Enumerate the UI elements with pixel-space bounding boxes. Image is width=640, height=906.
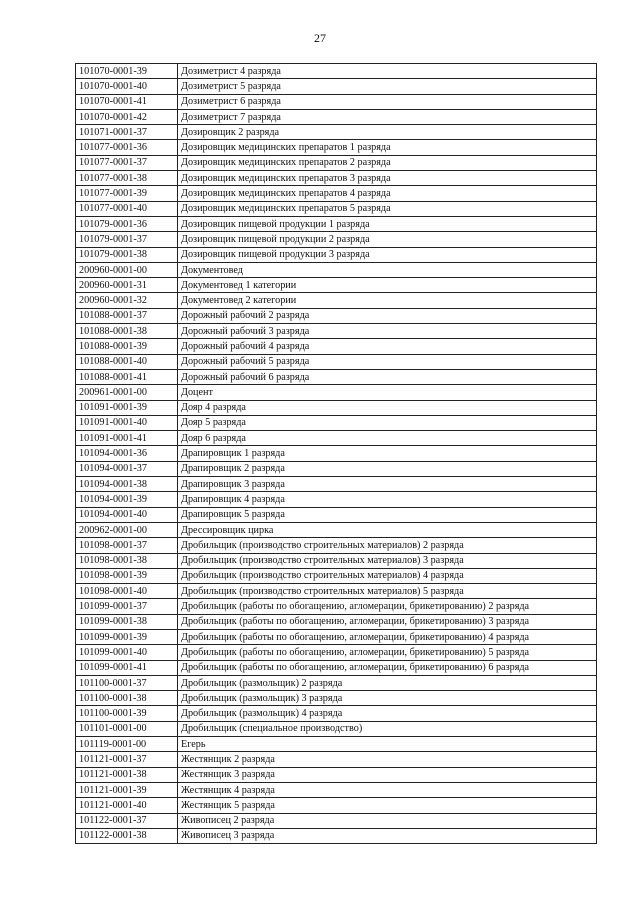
occupation-code-cell: 101094-0001-37 [76, 461, 178, 476]
occupation-code-cell: 101071-0001-37 [76, 125, 178, 140]
table-row [76, 308, 597, 323]
occupation-name-cell: Дозиметрист 5 разряда [178, 79, 597, 94]
occupation-name-cell: Драпировщик 3 разряда [178, 477, 597, 492]
table-row [76, 584, 597, 599]
occupation-name-cell: Дозировщик медицинских препаратов 4 разряда [178, 186, 597, 201]
occupation-code-cell: 101077-0001-40 [76, 201, 178, 216]
occupation-name-cell: Документовед [178, 262, 597, 277]
occupation-name-cell: Дробильщик (работы по обогащению, агломерации, брикетированию) 3 разряда [178, 614, 597, 629]
occupation-code-cell: 101099-0001-38 [76, 614, 178, 629]
occupation-name-cell: Дорожный рабочий 3 разряда [178, 324, 597, 339]
occupation-name-cell: Жестянщик 3 разряда [178, 767, 597, 782]
occupation-name-cell: Дозировщик медицинских препаратов 5 разряда [178, 201, 597, 216]
table-row [76, 293, 597, 308]
table-row [76, 599, 597, 614]
occupation-codes-table [75, 63, 597, 844]
occupation-name-cell: Дозировщик 2 разряда [178, 125, 597, 140]
table-row [76, 201, 597, 216]
occupation-code-cell: 200960-0001-31 [76, 278, 178, 293]
occupation-code-cell: 101077-0001-36 [76, 140, 178, 155]
occupation-code-cell: 101121-0001-38 [76, 767, 178, 782]
occupation-name-cell: Дробильщик (работы по обогащению, агломерации, брикетированию) 5 разряда [178, 645, 597, 660]
occupation-code-cell: 101121-0001-37 [76, 752, 178, 767]
table-body [76, 64, 597, 844]
occupation-code-cell: 101094-0001-40 [76, 507, 178, 522]
table-row [76, 431, 597, 446]
occupation-name-cell: Дробильщик (производство строительных материалов) 2 разряда [178, 538, 597, 553]
occupation-name-cell: Дорожный рабочий 4 разряда [178, 339, 597, 354]
occupation-code-cell: 101100-0001-39 [76, 706, 178, 721]
table-row [76, 782, 597, 797]
occupation-code-cell: 101100-0001-37 [76, 675, 178, 690]
occupation-name-cell: Дробильщик (производство строительных материалов) 5 разряда [178, 584, 597, 599]
table-row [76, 522, 597, 537]
occupation-name-cell: Дояр 4 разряда [178, 400, 597, 415]
occupation-code-cell: 101121-0001-39 [76, 782, 178, 797]
table-row [76, 216, 597, 231]
occupation-name-cell: Живописец 3 разряда [178, 828, 597, 843]
table-row [76, 492, 597, 507]
occupation-code-cell: 200962-0001-00 [76, 522, 178, 537]
table-row [76, 415, 597, 430]
occupation-name-cell: Дробильщик (размольщик) 4 разряда [178, 706, 597, 721]
occupation-name-cell: Дояр 5 разряда [178, 415, 597, 430]
table-row [76, 171, 597, 186]
occupation-code-cell: 101088-0001-39 [76, 339, 178, 354]
page-number: 27 [314, 31, 326, 45]
occupation-name-cell: Дробильщик (размольщик) 3 разряда [178, 691, 597, 706]
table-row [76, 385, 597, 400]
table-row [76, 691, 597, 706]
occupation-code-cell: 200960-0001-32 [76, 293, 178, 308]
occupation-name-cell: Дозиметрист 6 разряда [178, 94, 597, 109]
table-row [76, 125, 597, 140]
table-row [76, 614, 597, 629]
occupation-name-cell: Дробильщик (производство строительных материалов) 4 разряда [178, 568, 597, 583]
occupation-code-cell: 200960-0001-00 [76, 262, 178, 277]
occupation-name-cell: Драпировщик 1 разряда [178, 446, 597, 461]
occupation-code-cell: 101094-0001-39 [76, 492, 178, 507]
occupation-name-cell: Жестянщик 2 разряда [178, 752, 597, 767]
occupation-name-cell: Дробильщик (специальное производство) [178, 721, 597, 736]
table-row [76, 262, 597, 277]
occupation-name-cell: Дробильщик (производство строительных материалов) 3 разряда [178, 553, 597, 568]
table-row [76, 354, 597, 369]
table-row [76, 721, 597, 736]
occupation-code-cell: 101101-0001-00 [76, 721, 178, 736]
occupation-code-cell: 101098-0001-37 [76, 538, 178, 553]
occupation-name-cell: Дорожный рабочий 5 разряда [178, 354, 597, 369]
occupation-name-cell: Дояр 6 разряда [178, 431, 597, 446]
occupation-code-cell: 101077-0001-38 [76, 171, 178, 186]
occupation-code-cell: 101088-0001-41 [76, 369, 178, 384]
table-row [76, 767, 597, 782]
occupation-name-cell: Драпировщик 2 разряда [178, 461, 597, 476]
occupation-name-cell: Документовед 1 категории [178, 278, 597, 293]
table-row [76, 752, 597, 767]
occupation-code-cell: 101091-0001-39 [76, 400, 178, 415]
occupation-code-cell: 101099-0001-40 [76, 645, 178, 660]
occupation-code-cell: 101122-0001-38 [76, 828, 178, 843]
occupation-name-cell: Егерь [178, 737, 597, 752]
table-row [76, 400, 597, 415]
table-row [76, 155, 597, 170]
occupation-name-cell: Дорожный рабочий 2 разряда [178, 308, 597, 323]
occupation-code-cell: 101070-0001-42 [76, 109, 178, 124]
occupation-name-cell: Дозировщик пищевой продукции 2 разряда [178, 232, 597, 247]
table-row [76, 186, 597, 201]
occupation-code-cell: 101070-0001-39 [76, 64, 178, 79]
occupation-name-cell: Доцент [178, 385, 597, 400]
occupation-code-cell: 101100-0001-38 [76, 691, 178, 706]
occupation-code-cell: 101099-0001-37 [76, 599, 178, 614]
occupation-name-cell: Дозировщик пищевой продукции 3 разряда [178, 247, 597, 262]
occupation-name-cell: Дозировщик медицинских препаратов 1 разряда [178, 140, 597, 155]
occupation-code-cell: 101077-0001-37 [76, 155, 178, 170]
occupation-name-cell: Дозиметрист 7 разряда [178, 109, 597, 124]
occupation-code-cell: 101099-0001-41 [76, 660, 178, 675]
table-row [76, 278, 597, 293]
occupation-name-cell: Дробильщик (работы по обогащению, агломерации, брикетированию) 6 разряда [178, 660, 597, 675]
occupation-name-cell: Документовед 2 категории [178, 293, 597, 308]
table-row [76, 706, 597, 721]
table-row [76, 645, 597, 660]
occupation-name-cell: Живописец 2 разряда [178, 813, 597, 828]
occupation-name-cell: Дозиметрист 4 разряда [178, 64, 597, 79]
occupation-code-cell: 101098-0001-39 [76, 568, 178, 583]
occupation-name-cell: Дозировщик пищевой продукции 1 разряда [178, 216, 597, 231]
occupation-code-cell: 101088-0001-37 [76, 308, 178, 323]
table-row [76, 109, 597, 124]
occupation-name-cell: Дробильщик (размольщик) 2 разряда [178, 675, 597, 690]
table-row [76, 94, 597, 109]
occupation-code-cell: 101070-0001-40 [76, 79, 178, 94]
table-row [76, 568, 597, 583]
table-row [76, 324, 597, 339]
occupation-name-cell: Дробильщик (работы по обогащению, агломерации, брикетированию) 2 разряда [178, 599, 597, 614]
occupation-name-cell: Жестянщик 5 разряда [178, 798, 597, 813]
table-row [76, 675, 597, 690]
occupation-name-cell: Драпировщик 4 разряда [178, 492, 597, 507]
table-row [76, 79, 597, 94]
table-row [76, 737, 597, 752]
table-row [76, 538, 597, 553]
occupation-name-cell: Драпировщик 5 разряда [178, 507, 597, 522]
occupation-code-cell: 101079-0001-36 [76, 216, 178, 231]
table-row [76, 507, 597, 522]
occupation-code-cell: 200961-0001-00 [76, 385, 178, 400]
occupation-code-cell: 101098-0001-40 [76, 584, 178, 599]
occupation-code-cell: 101079-0001-38 [76, 247, 178, 262]
table-row [76, 477, 597, 492]
occupation-name-cell: Дрессировщик цирка [178, 522, 597, 537]
table-row [76, 247, 597, 262]
occupation-name-cell: Жестянщик 4 разряда [178, 782, 597, 797]
table-row [76, 660, 597, 675]
table-row [76, 232, 597, 247]
occupation-code-cell: 101121-0001-40 [76, 798, 178, 813]
occupation-code-cell: 101098-0001-38 [76, 553, 178, 568]
occupation-code-cell: 101119-0001-00 [76, 737, 178, 752]
occupation-code-cell: 101077-0001-39 [76, 186, 178, 201]
table-row [76, 446, 597, 461]
occupation-code-cell: 101088-0001-40 [76, 354, 178, 369]
table-row [76, 140, 597, 155]
table-row [76, 813, 597, 828]
occupation-code-cell: 101079-0001-37 [76, 232, 178, 247]
table-row [76, 798, 597, 813]
table-row [76, 64, 597, 79]
table-row [76, 828, 597, 843]
table-row [76, 461, 597, 476]
occupation-code-cell: 101088-0001-38 [76, 324, 178, 339]
occupation-code-cell: 101122-0001-37 [76, 813, 178, 828]
occupation-code-cell: 101099-0001-39 [76, 629, 178, 644]
occupation-name-cell: Дробильщик (работы по обогащению, агломерации, брикетированию) 4 разряда [178, 629, 597, 644]
occupation-name-cell: Дорожный рабочий 6 разряда [178, 369, 597, 384]
occupation-code-cell: 101094-0001-38 [76, 477, 178, 492]
occupation-code-cell: 101070-0001-41 [76, 94, 178, 109]
occupation-name-cell: Дозировщик медицинских препаратов 2 разряда [178, 155, 597, 170]
table-row [76, 629, 597, 644]
occupation-code-cell: 101091-0001-40 [76, 415, 178, 430]
table-row [76, 339, 597, 354]
occupation-code-cell: 101091-0001-41 [76, 431, 178, 446]
table-row [76, 369, 597, 384]
table-row [76, 553, 597, 568]
occupation-code-cell: 101094-0001-36 [76, 446, 178, 461]
occupation-name-cell: Дозировщик медицинских препаратов 3 разряда [178, 171, 597, 186]
